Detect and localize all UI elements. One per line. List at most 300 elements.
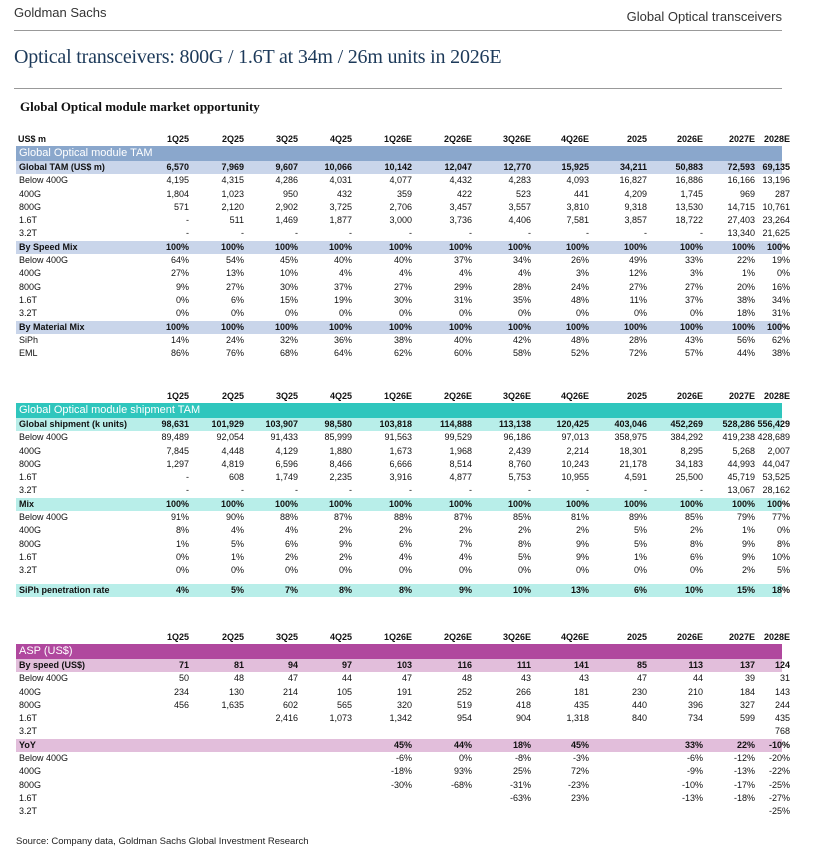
column-header-cell: 2025 [626, 391, 647, 401]
table-cell: 8% [398, 584, 412, 595]
table-cell: 608 [228, 472, 244, 483]
row-label: 3.2T [19, 726, 38, 737]
table-row [16, 712, 790, 725]
table-cell: 97,013 [561, 432, 589, 443]
table-cell: 1% [230, 551, 244, 562]
tam-band: Global Optical module TAM [16, 146, 782, 161]
column-header-cell: 3Q25 [275, 632, 298, 642]
table-cell: 0% [776, 525, 790, 536]
table-cell: -6% [686, 753, 703, 764]
table-row [16, 445, 790, 458]
table-cell: 22% [736, 255, 755, 266]
table-cell: 0% [398, 308, 412, 319]
table-cell: 3,000 [389, 215, 412, 226]
table-cell: 124 [774, 660, 790, 670]
column-header-cell: 2Q25 [221, 632, 244, 642]
table-cell: 100% [274, 498, 298, 509]
table-row [16, 538, 790, 551]
table-cell: 47 [636, 673, 647, 684]
table-cell: 4% [284, 525, 298, 536]
table-cell: 69,135 [762, 162, 790, 172]
table-row [16, 174, 790, 187]
shipment-table [16, 389, 790, 597]
subtotal-row [16, 498, 790, 511]
table-cell: 48 [461, 673, 472, 684]
subtotal-row [16, 161, 790, 174]
table-cell: - [186, 228, 189, 239]
table-row [16, 686, 790, 699]
table-cell: 599 [739, 713, 755, 724]
column-header-cell: 2026E [676, 632, 703, 642]
table-cell: 79% [736, 512, 755, 523]
table-cell: 28,162 [762, 485, 790, 496]
table-cell: 14,715 [727, 201, 755, 212]
row-label: Below 400G [19, 255, 69, 266]
table-cell: 0% [633, 308, 647, 319]
table-cell: 0% [458, 753, 472, 764]
column-header-cell: 3Q25 [275, 391, 298, 401]
table-cell: 5% [633, 525, 647, 536]
table-cell: -31% [509, 779, 531, 790]
table-cell: 100% [448, 321, 472, 332]
table-cell: 13% [570, 584, 589, 595]
table-cell: 1% [633, 551, 647, 562]
table-cell: -18% [390, 766, 412, 777]
table-cell: 1,073 [329, 713, 352, 724]
table-cell: 9,318 [624, 201, 647, 212]
column-header-cell: 3Q25 [275, 134, 298, 144]
table-cell: 0% [689, 565, 703, 576]
row-label: 1.6T [19, 713, 38, 724]
table-cell: 25% [512, 766, 531, 777]
table-cell: 34,211 [619, 162, 647, 172]
table-cell: 2,439 [508, 445, 531, 456]
table-row [16, 431, 790, 444]
table-cell: -25% [768, 806, 790, 817]
column-header-cell: 2Q26E [443, 391, 472, 401]
table-cell: 234 [173, 686, 189, 697]
table-cell: 48 [233, 673, 244, 684]
column-header [16, 389, 790, 403]
table-cell: 31% [453, 294, 472, 305]
table-cell: 15% [279, 294, 298, 305]
table-cell: 2% [689, 525, 703, 536]
table-cell: 97 [341, 660, 352, 670]
table-cell: 8% [338, 584, 352, 595]
table-cell: 89% [628, 512, 647, 523]
table-cell: -18% [733, 792, 755, 803]
table-cell: 4,406 [508, 215, 531, 226]
table-cell: 9% [741, 538, 755, 549]
table-cell: 43% [684, 334, 703, 345]
table-row [16, 511, 790, 524]
table-cell: - [700, 485, 703, 496]
table-cell: 0% [175, 565, 189, 576]
table-cell: 23% [570, 792, 589, 803]
table-row [16, 201, 790, 214]
row-label: YoY [19, 739, 36, 750]
row-label: 800G [19, 699, 42, 710]
table-cell: 9% [741, 551, 755, 562]
column-header-cell: 4Q26E [560, 632, 589, 642]
table-cell: 2,416 [275, 713, 298, 724]
row-label: Below 400G [19, 512, 69, 523]
subtotal-row [16, 659, 790, 672]
table-cell: 100% [623, 321, 647, 332]
row-label: 800G [19, 201, 42, 212]
table-cell: 20% [736, 281, 755, 292]
table-cell: 72% [628, 348, 647, 359]
table-cell: 37% [684, 294, 703, 305]
table-row [16, 347, 790, 360]
subtotal-row [16, 321, 790, 334]
table-cell: 452,269 [670, 419, 703, 429]
table-cell: - [469, 485, 472, 496]
table-cell: -27% [768, 792, 790, 803]
table-cell: 100% [766, 498, 790, 509]
table-cell: 40% [393, 255, 412, 266]
table-cell: 8% [776, 538, 790, 549]
column-header-cell: 4Q26E [560, 134, 589, 144]
table-cell: 1,749 [275, 472, 298, 483]
table-cell: 10% [684, 584, 703, 595]
table-cell: 100% [731, 498, 755, 509]
table-cell: -10% [768, 739, 790, 750]
table-cell: 6,596 [275, 458, 298, 469]
table-cell: 419,238 [722, 432, 755, 443]
table-cell: 252 [456, 686, 472, 697]
table-cell: 441 [573, 188, 589, 199]
table-cell: - [469, 228, 472, 239]
table-cell: - [349, 228, 352, 239]
table-cell: 181 [573, 686, 589, 697]
table-cell: -68% [450, 779, 472, 790]
row-label: 1.6T [19, 551, 38, 562]
table-cell: 85 [636, 660, 647, 670]
table-cell: 230 [631, 686, 647, 697]
table-cell: 2% [458, 525, 472, 536]
table-cell: 143 [774, 686, 790, 697]
table-cell: 0% [517, 565, 531, 576]
table-cell: 2% [575, 525, 589, 536]
table-row [16, 792, 790, 805]
table-cell: - [700, 228, 703, 239]
table-cell: 2,214 [566, 445, 589, 456]
table-cell: - [644, 228, 647, 239]
column-header-cell: 1Q26E [383, 632, 412, 642]
row-label: 3.2T [19, 806, 38, 817]
table-cell: 88% [393, 512, 412, 523]
table-cell: 0% [633, 565, 647, 576]
table-cell: 327 [739, 699, 755, 710]
table-cell: 89,489 [161, 432, 189, 443]
table-cell: 1,469 [275, 215, 298, 226]
table-cell: 27% [225, 281, 244, 292]
table-cell: 100% [220, 498, 244, 509]
table-cell: 403,046 [614, 419, 647, 429]
column-header-cell: 4Q25 [329, 134, 352, 144]
table-cell: 4% [398, 551, 412, 562]
table-cell: 3% [689, 268, 703, 279]
table-cell: 1,968 [449, 445, 472, 456]
table-cell: 432 [336, 188, 352, 199]
table-cell: 969 [739, 188, 755, 199]
table-cell: 266 [515, 686, 531, 697]
row-label: EML [19, 348, 38, 359]
table-cell: 4,315 [221, 175, 244, 186]
table-cell: 528,286 [722, 419, 755, 429]
table-cell: - [186, 472, 189, 483]
table-cell: 86% [170, 348, 189, 359]
table-cell: 39 [744, 673, 755, 684]
table-row [16, 281, 790, 294]
column-header-cell: 4Q25 [329, 391, 352, 401]
table-cell: 13,530 [675, 201, 703, 212]
subtotal-row [16, 739, 790, 752]
table-cell: 5,268 [732, 445, 755, 456]
table-cell: 8,760 [508, 458, 531, 469]
table-cell: 10% [771, 551, 790, 562]
table-cell: 287 [774, 188, 790, 199]
table-cell: 6% [230, 294, 244, 305]
table-row [16, 805, 790, 818]
table-cell: 5,753 [508, 472, 531, 483]
table-cell: 6% [633, 584, 647, 595]
table-cell: 210 [687, 686, 703, 697]
table-cell: 31 [779, 673, 790, 684]
table-cell: 100% [165, 241, 189, 252]
table-row [16, 551, 790, 564]
table-cell: 9% [575, 538, 589, 549]
row-label: 3.2T [19, 228, 38, 239]
table-cell: 320 [396, 699, 412, 710]
table-cell: 4% [517, 268, 531, 279]
table-cell: 34% [512, 255, 531, 266]
table-cell: 4,819 [221, 458, 244, 469]
table-row [16, 779, 790, 792]
section-title: Global Optical module market opportunity [20, 99, 260, 114]
table-cell: 0% [230, 308, 244, 319]
table-cell: 5% [230, 538, 244, 549]
table-cell: 18% [512, 739, 531, 750]
table-cell: 9,607 [275, 162, 298, 172]
table-cell: 44% [736, 348, 755, 359]
table-cell: 4,432 [449, 175, 472, 186]
row-label: 3.2T [19, 308, 38, 319]
table-cell: 734 [687, 713, 703, 724]
table-cell: 45% [570, 739, 589, 750]
table-cell: 29% [453, 281, 472, 292]
column-header-cell: 4Q25 [329, 632, 352, 642]
column-header-cell: 3Q26E [502, 632, 531, 642]
table-row [16, 765, 790, 778]
table-cell: 4,077 [389, 175, 412, 186]
table-cell: 13,340 [727, 228, 755, 239]
table-cell: 15% [736, 584, 755, 595]
column-header-cell: 3Q26E [502, 391, 531, 401]
table-cell: 10,243 [561, 458, 589, 469]
table-cell: 87% [453, 512, 472, 523]
table-cell: 13% [225, 268, 244, 279]
table-cell: 9% [338, 538, 352, 549]
table-cell: 40% [333, 255, 352, 266]
table-cell: 18,301 [619, 445, 647, 456]
table-cell: 27,403 [727, 215, 755, 226]
column-header-cell: 3Q26E [502, 134, 531, 144]
row-label: 1.6T [19, 472, 38, 483]
table-cell: 3% [575, 268, 589, 279]
table-cell: 4,591 [624, 472, 647, 483]
table-cell: 87% [333, 512, 352, 523]
table-cell: 2% [284, 551, 298, 562]
table-cell: 35% [512, 294, 531, 305]
table-cell: 1,023 [221, 188, 244, 199]
table-cell: 0% [517, 308, 531, 319]
table-cell: 0% [458, 308, 472, 319]
table-cell: 100% [565, 498, 589, 509]
table-cell: 137 [739, 660, 755, 670]
table-cell: -8% [514, 753, 531, 764]
table-cell: 96,186 [503, 432, 531, 443]
siph-row-container [16, 584, 790, 597]
column-header-cell: 2027E [728, 391, 755, 401]
table-cell: 38% [393, 334, 412, 345]
table-cell: 12% [628, 268, 647, 279]
table-cell: -6% [395, 753, 412, 764]
table-cell: 602 [282, 699, 298, 710]
table-cell: 93% [453, 766, 472, 777]
table-cell: 359 [396, 188, 412, 199]
table-cell: 19% [333, 294, 352, 305]
table-cell: 456 [173, 699, 189, 710]
table-cell: 44 [341, 673, 352, 684]
units-label: US$ m [18, 134, 47, 144]
table-cell: 0% [776, 268, 790, 279]
table-cell: 100% [274, 321, 298, 332]
table-cell: 4% [175, 584, 189, 595]
table-cell: 120,425 [556, 419, 589, 429]
table-cell: 52% [570, 348, 589, 359]
table-cell: 8% [689, 538, 703, 549]
row-label: SiPh penetration rate [19, 584, 110, 595]
table-cell: 2,007 [767, 445, 790, 456]
source-note: Source: Company data, Goldman Sachs Global Investment Research [16, 836, 309, 847]
table-cell: 8% [175, 525, 189, 536]
column-header-cell: 2Q26E [443, 632, 472, 642]
table-cell: 100% [507, 498, 531, 509]
table-cell: 396 [687, 699, 703, 710]
table-cell: 0% [230, 565, 244, 576]
table-cell: 768 [774, 726, 790, 737]
table-cell: 31% [771, 308, 790, 319]
table-cell: 191 [396, 686, 412, 697]
table-row [16, 524, 790, 537]
table-cell: 511 [229, 215, 244, 226]
table-cell: 0% [175, 294, 189, 305]
table-cell: 7% [458, 538, 472, 549]
table-cell: 116 [457, 660, 472, 670]
row-label: 3.2T [19, 485, 38, 496]
table-cell: 2,120 [221, 201, 244, 212]
table-cell: 100% [766, 321, 790, 332]
row-label: Below 400G [19, 432, 69, 443]
table-cell: 81 [233, 660, 244, 670]
table-cell: 38% [771, 348, 790, 359]
table-cell: 0% [175, 551, 189, 562]
table-cell: 4% [458, 551, 472, 562]
table-cell: 1,745 [680, 188, 703, 199]
asp-band: ASP (US$) [16, 644, 782, 659]
table-cell: 7,969 [221, 162, 244, 172]
table-cell: 8% [517, 538, 531, 549]
table-cell: 10,142 [384, 162, 412, 172]
column-header-cell: 1Q26E [383, 134, 412, 144]
table-cell: 18% [736, 308, 755, 319]
table-cell: 114,888 [439, 419, 472, 429]
row-label: Global TAM (US$ m) [19, 162, 105, 172]
column-header-cell: 2025 [626, 134, 647, 144]
table-cell: 34% [771, 294, 790, 305]
table-cell: 1,880 [329, 445, 352, 456]
table-cell: 16% [771, 281, 790, 292]
table-cell: 45,719 [727, 472, 755, 483]
table-cell: 94 [287, 660, 298, 670]
row-label: Below 400G [19, 753, 69, 764]
table-cell: 3,557 [508, 201, 531, 212]
table-cell: 4% [230, 525, 244, 536]
table-cell: - [409, 485, 412, 496]
table-cell: 28% [512, 281, 531, 292]
table-cell: 62% [771, 334, 790, 345]
table-cell: 48% [570, 334, 589, 345]
column-header-cell: 2026E [676, 134, 703, 144]
table-cell: -22% [768, 766, 790, 777]
table-cell: 44,047 [762, 458, 790, 469]
table-cell: 50,883 [675, 162, 703, 172]
table-cell: 7,845 [166, 445, 189, 456]
table-cell: 40% [453, 334, 472, 345]
table-row [16, 471, 790, 484]
table-cell: 3,916 [389, 472, 412, 483]
table-cell: 4% [338, 268, 352, 279]
table-cell: 37% [453, 255, 472, 266]
table-cell: 81% [570, 512, 589, 523]
table-cell: 100% [731, 241, 755, 252]
table-cell: 435 [573, 699, 589, 710]
row-label: By Speed Mix [19, 241, 78, 252]
table-cell: 85,999 [324, 432, 352, 443]
table-cell: 3,457 [449, 201, 472, 212]
table-cell: 113,138 [498, 419, 531, 429]
row-label: 400G [19, 766, 42, 777]
table-cell: 7,581 [566, 215, 589, 226]
table-row [16, 254, 790, 267]
column-header-cell: 2027E [728, 632, 755, 642]
table-row [16, 294, 790, 307]
table-cell: 21,625 [762, 228, 790, 239]
table-cell: 111 [516, 660, 531, 670]
table-cell: 44 [692, 673, 703, 684]
column-header-cell: 2027E [728, 134, 755, 144]
table-cell: 1,342 [389, 713, 412, 724]
table-cell: 0% [284, 308, 298, 319]
table-cell: 6,666 [389, 458, 412, 469]
table-cell: 9% [575, 551, 589, 562]
table-cell: - [586, 228, 589, 239]
table-cell: - [644, 485, 647, 496]
table-cell: 2,706 [389, 201, 412, 212]
table-cell: 0% [338, 308, 352, 319]
